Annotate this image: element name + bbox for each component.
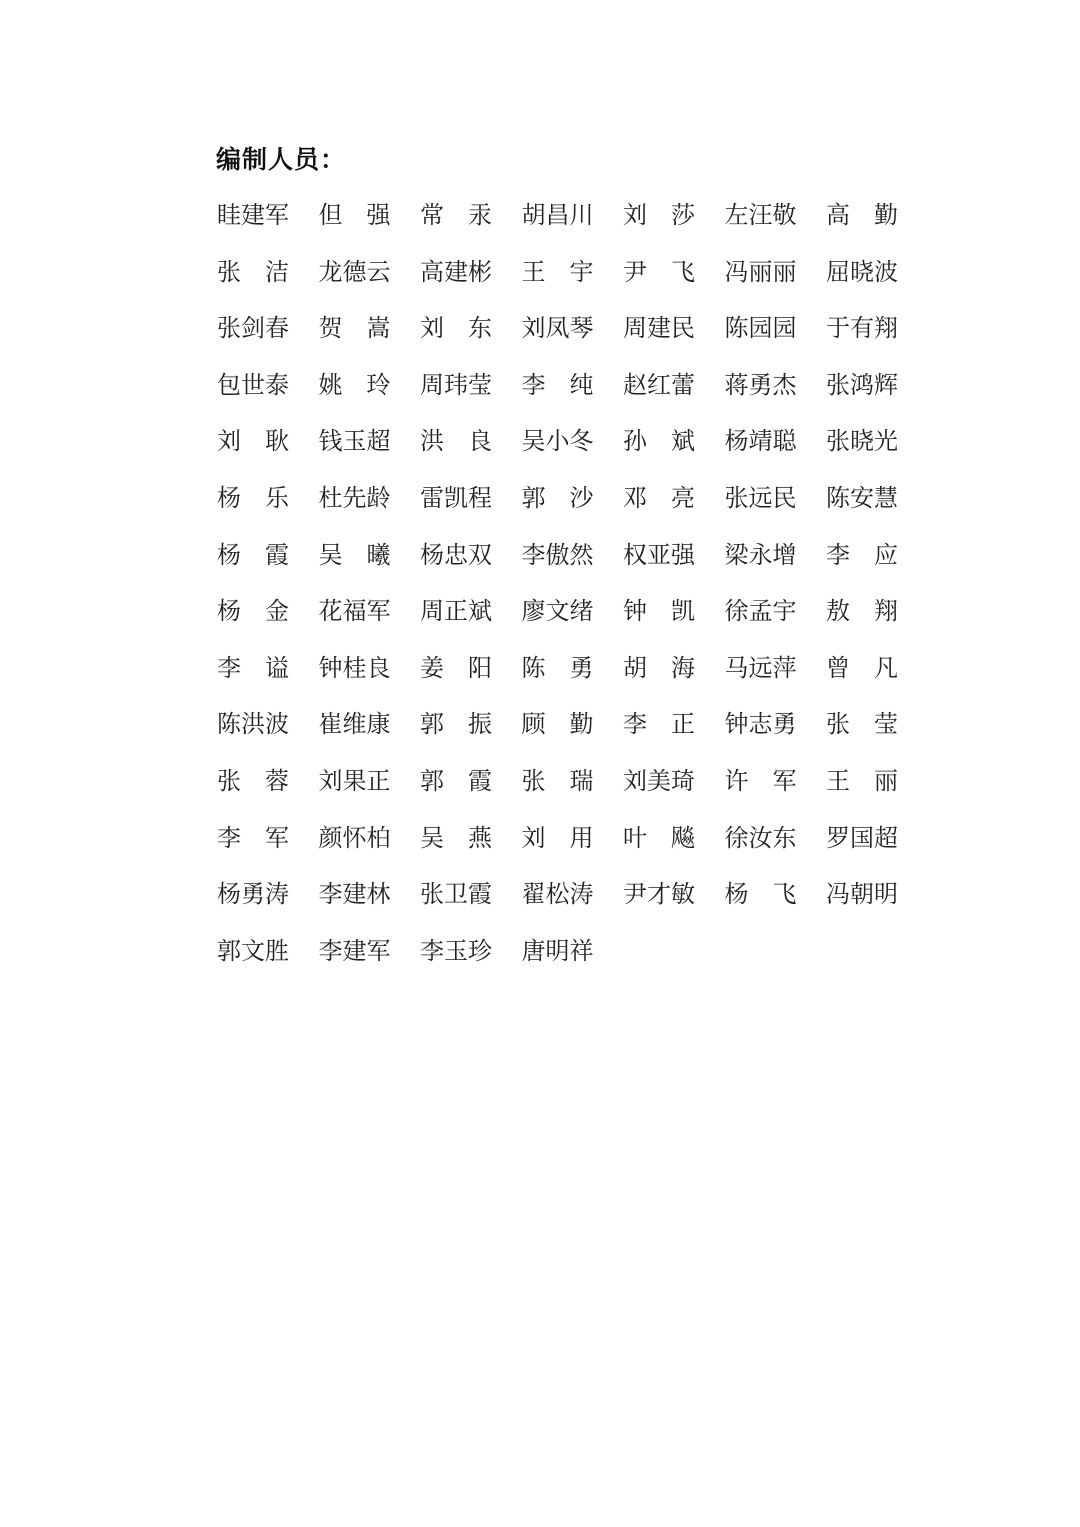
staff-name: 罗 国 超 xyxy=(826,823,898,852)
staff-name: 刘 耿 xyxy=(217,427,289,456)
staff-name: 刘 美 琦 xyxy=(623,766,695,795)
staff-name: 雷 凯 程 xyxy=(420,483,492,512)
staff-name: 杨 勇 涛 xyxy=(217,880,289,909)
staff-name: 刘 凤 琴 xyxy=(521,314,594,343)
staff-name: 冯 朝 明 xyxy=(826,880,898,909)
staff-name: 李 谥 xyxy=(217,653,289,682)
staff-name: 刘 莎 xyxy=(623,201,695,229)
staff-name: 王 宇 xyxy=(521,257,594,286)
staff-name: 叶 飚 xyxy=(623,823,695,852)
staff-name: 张 鸿 辉 xyxy=(826,370,898,399)
staff-name: 李 玉 珍 xyxy=(420,936,492,965)
staff-name: 陈 安 慧 xyxy=(826,483,898,512)
staff-name: 李 军 xyxy=(217,823,289,852)
staff-name: 张 洁 xyxy=(217,257,289,286)
staff-name: 钟 凯 xyxy=(623,597,695,626)
staff-name: 张 瑞 xyxy=(521,766,594,795)
staff-name: 陈 洪 波 xyxy=(217,710,289,739)
staff-name: 眭 建 军 xyxy=(217,201,289,229)
staff-name: 张 剑 春 xyxy=(217,314,289,343)
staff-name: 唐 明 祥 xyxy=(521,936,594,965)
staff-name: 曾 凡 xyxy=(826,653,898,682)
staff-name: 李 傲 然 xyxy=(521,540,594,569)
staff-name: 龙 德 云 xyxy=(318,257,391,286)
staff-name: 李 应 xyxy=(826,540,898,569)
staff-name: 马 远 萍 xyxy=(724,653,797,682)
staff-name: 王 丽 xyxy=(826,766,898,795)
staff-name: 钱 玉 超 xyxy=(318,427,391,456)
staff-name: 敖 翔 xyxy=(826,597,898,626)
staff-name: 张 晓 光 xyxy=(826,427,898,456)
staff-name: 蒋 勇 杰 xyxy=(724,370,797,399)
staff-name: 陈 园 园 xyxy=(724,314,797,343)
staff-name: 吴 曦 xyxy=(318,540,391,569)
staff-name: 李 正 xyxy=(623,710,695,739)
staff-name: 梁 永 增 xyxy=(724,540,797,569)
staff-name: 翟 松 涛 xyxy=(521,880,594,909)
staff-name: 杜 先 龄 xyxy=(318,483,391,512)
staff-name: 刘 东 xyxy=(420,314,492,343)
staff-name: 常 汞 xyxy=(420,201,492,229)
staff-name: 杨 霞 xyxy=(217,540,289,569)
staff-name: 赵 红 蕾 xyxy=(623,370,695,399)
staff-name: 胡 海 xyxy=(623,653,695,682)
staff-name: 姜 阳 xyxy=(420,653,492,682)
staff-name: 吴 小 冬 xyxy=(521,427,594,456)
staff-name-list xyxy=(216,195,906,987)
staff-name: 杨 飞 xyxy=(724,880,797,909)
staff-name: 胡 昌 川 xyxy=(521,201,594,229)
staff-name: 徐 汝 东 xyxy=(724,823,797,852)
staff-name: 许 军 xyxy=(724,766,797,795)
staff-name: 孙 斌 xyxy=(623,427,695,456)
staff-name: 屈 晓 波 xyxy=(826,257,898,286)
staff-name: 邓 亮 xyxy=(623,483,695,512)
staff-name: 周 建 民 xyxy=(623,314,695,343)
staff-name: 包 世 泰 xyxy=(217,370,289,399)
staff-name: 杨 靖 聪 xyxy=(724,427,797,456)
staff-name: 杨 忠 双 xyxy=(420,540,492,569)
staff-name: 尹 才 敏 xyxy=(623,880,695,909)
staff-name: 冯 丽 丽 xyxy=(724,257,797,286)
staff-name: 徐 孟 宇 xyxy=(724,597,797,626)
staff-name: 洪 良 xyxy=(420,427,492,456)
staff-name: 李 建 军 xyxy=(318,936,391,965)
staff-name: 周 玮 莹 xyxy=(420,370,492,399)
staff-name: 尹 飞 xyxy=(623,257,695,286)
staff-name: 姚 玲 xyxy=(318,370,391,399)
staff-name: 廖 文 绪 xyxy=(521,597,594,626)
staff-name: 钟 志 勇 xyxy=(724,710,797,739)
staff-name: 顾 勤 xyxy=(521,710,594,739)
staff-name: 钟 桂 良 xyxy=(318,653,391,682)
staff-name: 刘 果 正 xyxy=(318,766,391,795)
staff-name: 郭 文 胜 xyxy=(217,936,289,965)
staff-name: 花 福 军 xyxy=(318,597,391,626)
staff-name: 张 莹 xyxy=(826,710,898,739)
staff-name: 郭 沙 xyxy=(521,483,594,512)
staff-name: 颜 怀 柏 xyxy=(318,823,391,852)
staff-name: 但 强 xyxy=(318,201,391,229)
staff-name: 崔 维 康 xyxy=(318,710,391,739)
staff-name: 周 正 斌 xyxy=(420,597,492,626)
staff-name: 李 建 林 xyxy=(318,880,391,909)
staff-name: 杨 金 xyxy=(217,597,289,626)
staff-name: 权 亚 强 xyxy=(623,540,695,569)
staff-name: 张 蓉 xyxy=(217,766,289,795)
staff-name: 贺 嵩 xyxy=(318,314,391,343)
staff-name: 郭 霞 xyxy=(420,766,492,795)
staff-name: 张 远 民 xyxy=(724,483,797,512)
staff-name: 吴 燕 xyxy=(420,823,492,852)
staff-name: 高 勤 xyxy=(826,201,898,229)
staff-name: 郭 振 xyxy=(420,710,492,739)
staff-name: 杨 乐 xyxy=(217,483,289,512)
staff-name: 左 汪 敬 xyxy=(724,201,797,229)
staff-name: 李 纯 xyxy=(521,370,594,399)
page-heading: 编制人员： xyxy=(216,145,347,174)
staff-name: 张 卫 霞 xyxy=(420,880,492,909)
staff-name: 陈 勇 xyxy=(521,653,594,682)
staff-name: 于 有 翔 xyxy=(826,314,898,343)
staff-name: 高 建 彬 xyxy=(420,257,492,286)
staff-name: 刘 用 xyxy=(521,823,594,852)
